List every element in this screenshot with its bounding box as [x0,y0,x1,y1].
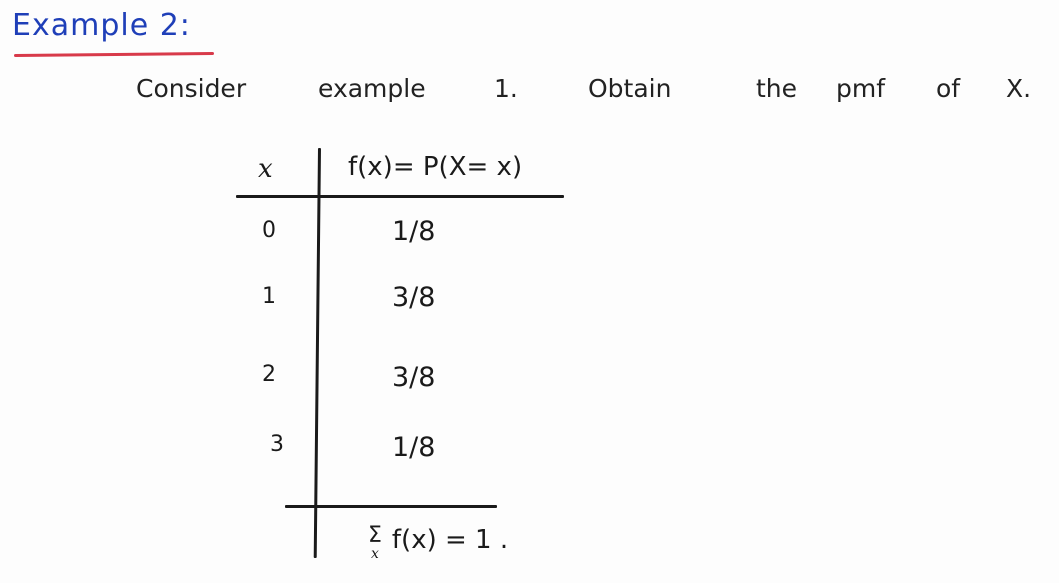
problem-word: Obtain [588,74,672,103]
problem-word: pmf [836,74,886,103]
heading-underline [14,52,214,57]
summation [368,525,382,561]
table-row-x: 1 [262,284,276,309]
table-bottom-rule [285,505,497,508]
table-row-p: 1/8 [392,216,436,247]
table-row-p: 1/8 [392,432,436,463]
sum-expression [368,525,508,561]
column-header-x: x [258,154,273,184]
table-row-p: 3/8 [392,362,436,393]
table-header-rule [236,195,564,198]
table-vertical-rule [314,148,321,558]
problem-word: example [318,74,426,103]
table-row-x: 3 [270,432,284,457]
example-heading: Example 2: [12,8,191,43]
sum-equals-one: f(x) = 1 . [391,525,509,555]
problem-word: Consider [136,74,247,103]
problem-word: X. [1006,74,1032,103]
table-row-p: 3/8 [392,282,436,313]
column-header-pmf: f(x)= P(X= x) [348,152,523,182]
sigma-subscript: x [371,546,379,562]
pmf-table [230,140,590,570]
sigma-symbol: Σ [368,523,382,548]
problem-word: 1. [494,74,518,103]
table-row-x: 2 [262,362,276,387]
table-row-x: 0 [262,218,276,243]
problem-word: the [756,74,798,103]
problem-word: of [936,74,961,103]
